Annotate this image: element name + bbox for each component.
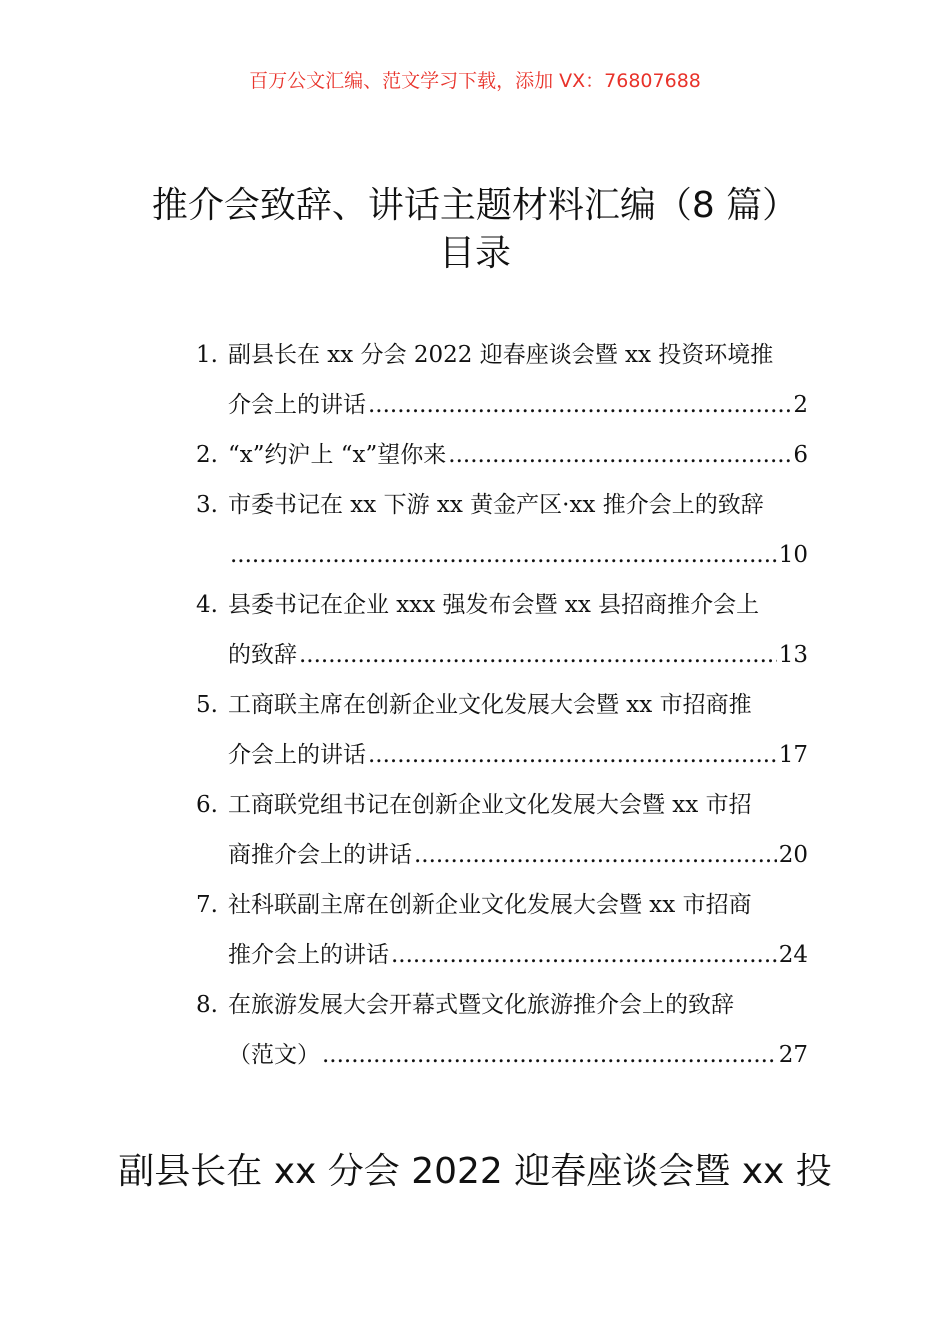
- toc-entry-title-cont: 的致辞: [228, 642, 297, 668]
- toc-entry-page: 24: [778, 942, 808, 968]
- leader-dots: [391, 930, 777, 980]
- toc-entry-title: 在旅游发展大会开幕式暨文化旅游推介会上的致辞: [228, 992, 734, 1018]
- toc-entry-title: “x”约沪上 “x”望你来: [228, 442, 447, 468]
- toc-entry-title-cont: 商推介会上的讲话: [228, 842, 412, 868]
- toc-entry-page: 13: [778, 642, 808, 668]
- document-title: 推介会致辞、讲话主题材料汇编（8 篇）: [151, 185, 799, 226]
- toc-entry-number: 7.: [196, 892, 218, 918]
- toc-entry-page: 20: [778, 842, 808, 868]
- leader-dots: [414, 830, 777, 880]
- toc-entry-title-cont: 介会上的讲话: [228, 742, 366, 768]
- toc-entry[interactable]: [188, 330, 808, 430]
- toc-entry[interactable]: [188, 580, 808, 680]
- toc-entry-page: 10: [778, 542, 808, 568]
- toc-entry[interactable]: [188, 880, 808, 980]
- toc-entry[interactable]: [188, 430, 808, 480]
- toc-heading: 目录: [438, 233, 511, 274]
- toc-entry-title: 工商联主席在创新企业文化发展大会暨 xx 市招商推: [228, 692, 752, 718]
- toc-entry-number: 5.: [196, 692, 218, 718]
- toc-entry-number: 1.: [196, 342, 218, 368]
- toc-entry-number: 8.: [196, 992, 218, 1018]
- leader-dots: [322, 1030, 777, 1080]
- toc-entry-page: 27: [778, 1042, 808, 1068]
- toc-entry-page: 6: [793, 442, 808, 468]
- toc-entry-page: 17: [778, 742, 808, 768]
- toc-entry-title: 市委书记在 xx 下游 xx 黄金产区·xx 推介会上的致辞: [228, 492, 764, 518]
- toc-entry-number: 6.: [196, 792, 218, 818]
- toc-entry[interactable]: [188, 680, 808, 780]
- toc-entry-title-cont: （范文）: [228, 1042, 320, 1068]
- leader-dots: [368, 730, 777, 780]
- toc-entry[interactable]: [188, 780, 808, 880]
- leader-dots: [230, 530, 777, 580]
- toc-entry-number: 2.: [196, 442, 218, 468]
- toc-entry-page: 2: [793, 392, 808, 418]
- toc-entry-title: 副县长在 xx 分会 2022 迎春座谈会暨 xx 投资环境推: [228, 342, 774, 368]
- leader-dots: [299, 630, 777, 680]
- watermark-header: 百万公文汇编、范文学习下载，添加 VX：76807688: [249, 70, 701, 92]
- toc-entry-number: 4.: [196, 592, 218, 618]
- toc-entry-title: 工商联党组书记在创新企业文化发展大会暨 xx 市招: [228, 792, 752, 818]
- leader-dots: [368, 380, 791, 430]
- leader-dots: [448, 430, 791, 480]
- toc-entry-title: 县委书记在企业 xxx 强发布会暨 xx 县招商推介会上: [228, 592, 760, 618]
- toc-entry-title-cont: 推介会上的讲话: [228, 942, 389, 968]
- toc-entry[interactable]: [188, 980, 808, 1080]
- toc-entry[interactable]: [188, 480, 808, 580]
- toc-entry-title-cont: 介会上的讲话: [228, 392, 366, 418]
- table-of-contents: [188, 330, 808, 1080]
- toc-entry-title: 社科联副主席在创新企业文化发展大会暨 xx 市招商: [228, 892, 752, 918]
- section-title: 副县长在 xx 分会 2022 迎春座谈会暨 xx 投: [118, 1151, 832, 1192]
- toc-entry-number: 3.: [196, 492, 218, 518]
